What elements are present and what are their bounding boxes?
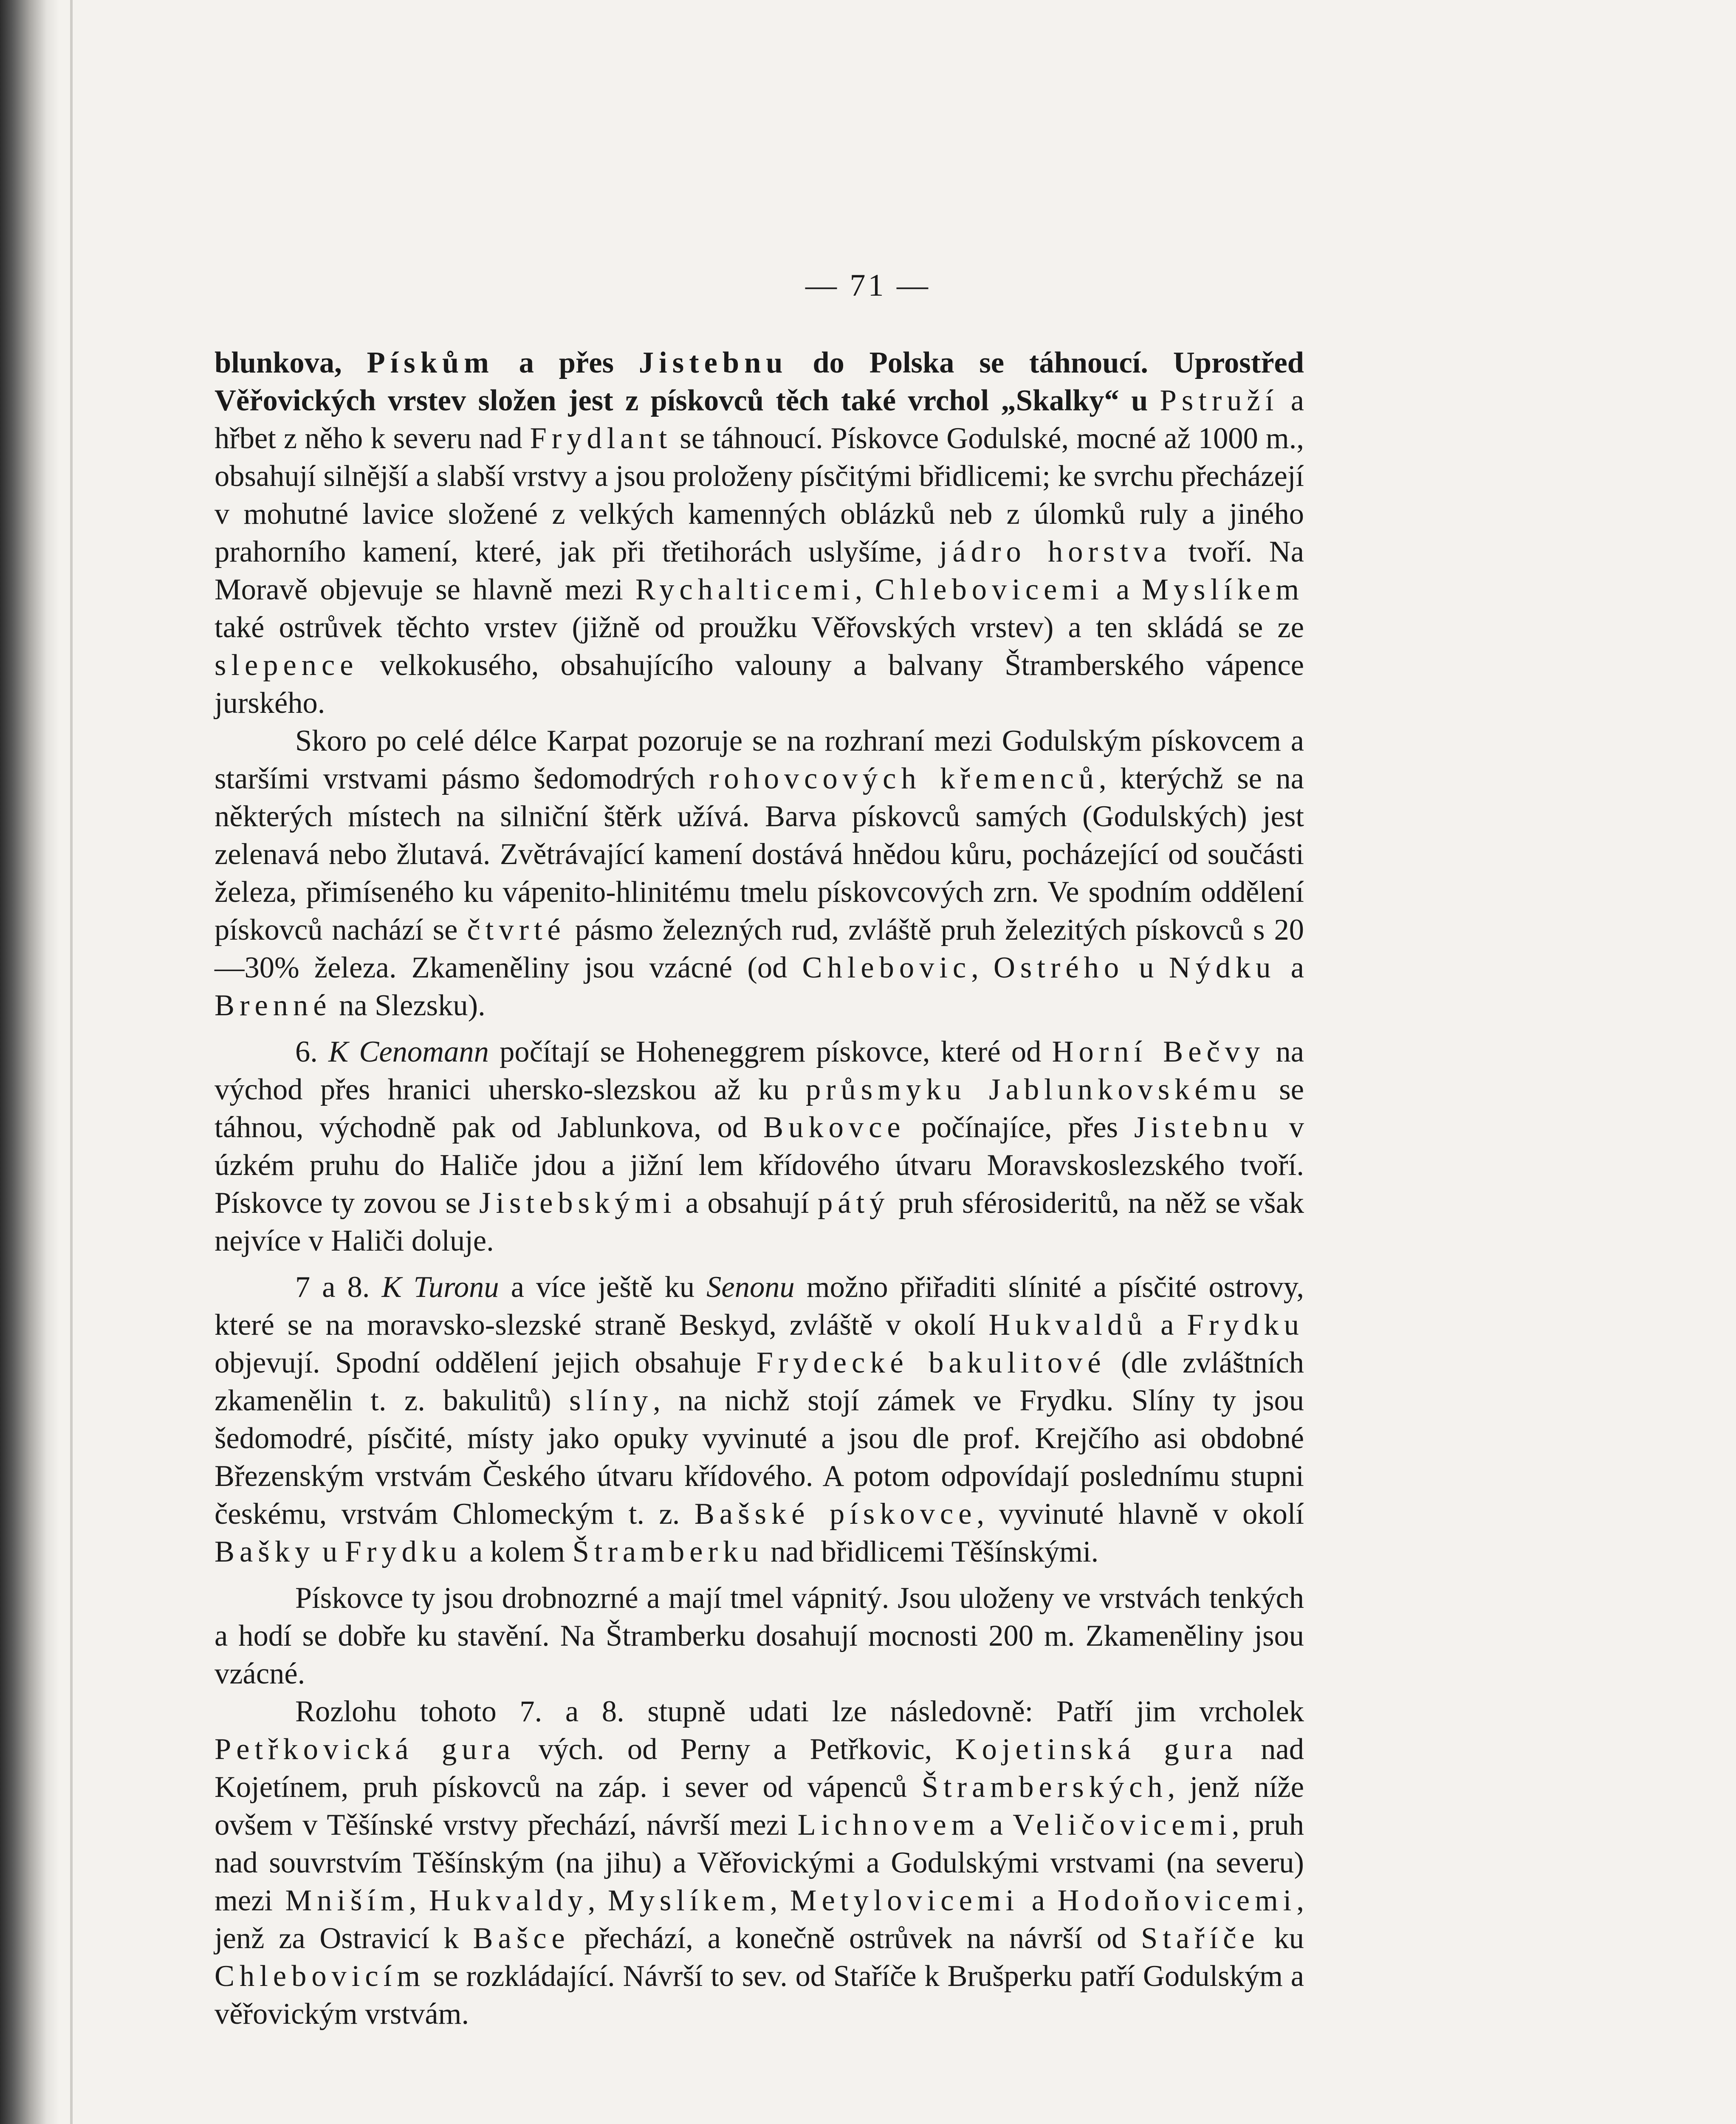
text-run: vých. od Perny a Petřkovic, <box>515 1733 955 1766</box>
text-run: Nýdku <box>1169 951 1276 984</box>
text-run: Chlebovicím <box>215 1960 426 1993</box>
text-run: a <box>979 1808 1013 1842</box>
text-run: velkokusého, obsahujícího valouny a balvany Štramberského vápence jurského. <box>215 649 1304 720</box>
text-run: a hřbet z něho k severu nad <box>215 384 1304 455</box>
text-run: Frydku <box>1187 1308 1304 1342</box>
text-run: Kojetinská gura <box>955 1733 1238 1766</box>
text-run: Pstruží <box>1160 384 1279 417</box>
text-run: Hukvaldů <box>988 1308 1148 1342</box>
scan-edge-shadow <box>0 0 59 2124</box>
paragraph-1 <box>215 344 1304 722</box>
text-run: Bašky <box>215 1535 315 1568</box>
page-number: — 71 — <box>805 268 931 303</box>
text-run: pásmo železných rud, zvláště pruh železitých pískovců s 20—30% železa. Zkameněliny jsou vzácné (od <box>215 913 1304 984</box>
text-run: Jistebnu <box>638 346 788 379</box>
text-run: Staříče <box>1141 1922 1260 1955</box>
text-run: u <box>1124 951 1169 984</box>
text-run: se táhnou, východně pak od Jablunkova, od <box>215 1073 1304 1144</box>
text-run: a <box>1019 1884 1058 1917</box>
scan-edge-line <box>70 0 73 2124</box>
text-run: 7 a 8. <box>295 1271 382 1304</box>
text-run: , jenž níže ovšem v Těšínské vrstvy přechází, návrší mezi <box>215 1771 1304 1842</box>
text-run: čtvrté <box>467 913 566 946</box>
paragraph-2 <box>215 722 1304 1025</box>
text-run: a více ještě ku <box>499 1271 707 1304</box>
text-run: přechází, a konečně ostrůvek na návrší od <box>570 1922 1141 1955</box>
text-run: slepence <box>215 649 358 682</box>
text-run: K Turonu <box>381 1271 499 1304</box>
text-run: (dle zvláštních zkamenělin t. z. bakulitů) <box>215 1346 1304 1417</box>
text-run: na Slezsku). <box>331 989 486 1022</box>
text-run: , <box>770 1884 790 1917</box>
paragraph-6 <box>215 1693 1304 2033</box>
text-run: a <box>1147 1308 1187 1342</box>
text-run: , <box>971 951 994 984</box>
text-run: Ostrého <box>994 951 1124 984</box>
paragraph-5 <box>215 1579 1304 1693</box>
text-run: Rozlohu tohoto 7. a 8. stupně udati lze následovně: Patří jim vrcholek <box>295 1695 1304 1728</box>
text-run: nad Kojetínem, pruh pískovců na záp. i sever od vápenců <box>215 1733 1304 1804</box>
text-run: Metylovicemi <box>790 1884 1019 1917</box>
text-run: jádro horstva <box>939 535 1172 568</box>
text-run: , pruh nad souvrstvím Těšínským (na jihu) a Věřovickými a Godulskými vrstvami (na severu) mezi <box>215 1808 1304 1917</box>
text-run: Chlebovic <box>802 951 971 984</box>
text-run: , <box>409 1884 429 1917</box>
text-run: Frydlant <box>530 422 672 455</box>
text-run: do Polska se táhnoucí. Uprostřed Věřovických vrstev složen jest z pískovců těch také vrchol „Skalky“ u <box>215 346 1304 417</box>
text-run: Mniším <box>285 1884 409 1917</box>
text-run: Brenné <box>215 989 332 1022</box>
text-run: pátý <box>818 1186 890 1220</box>
text-run: Bukovce <box>763 1111 906 1144</box>
text-run: pruh sférosideritů, na něž se však nejvíce v Haliči doluje. <box>215 1186 1304 1257</box>
text-run: , na nichž stojí zámek ve Frydku. Slíny ty jsou šedomodré, písčité, místy jako opuky vyvinuté a jsou dle prof. Krejčího asi obdobné Březenským vrstvám Českého útvaru křídového. A potom odpovídají poslednímu stupni českému, vrstvám Chlomeckým t. z. <box>215 1384 1304 1531</box>
paragraph-4 <box>215 1268 1304 1571</box>
text-run: Veličovicemi <box>1013 1808 1232 1842</box>
text-run: Pískovce ty jsou drobnozrné a mají tmel vápnitý. Jsou uloženy ve vrstvách tenkých a hodí se dobře ku stavění. Na Štramberku dosahují mocnosti 200 m. Zkameněliny jsou vzácné. <box>215 1582 1304 1690</box>
paragraph-3 <box>215 1033 1304 1260</box>
text-run: Myslíkem <box>607 1884 770 1917</box>
text-run: , vyvinuté hlavně v okolí <box>977 1497 1304 1531</box>
text-run: Jistebskými <box>479 1186 677 1220</box>
text-run: a obsahují <box>676 1186 818 1220</box>
text-run: se táhnoucí. Pískovce Godulské, mocné až 1000 m., obsahují silnější a slabší vrstvy a jsou proloženy písčitými břidlicemi; ke svrchu přecházejí v mohutné lavice složené z velkých kamenných oblázků neb z úlomků ruly a jiného prahorního kamení, které, jak při třetihorách uslyšíme, <box>215 422 1304 568</box>
text-run: Myslíkem <box>1142 573 1304 606</box>
text-run: slíny <box>569 1384 653 1417</box>
text-run: možno přiřaditi slínité a písčité ostrovy, které se na moravsko-slezské straně Beskyd, zvláště v okolí <box>215 1271 1304 1342</box>
text-run: Chlebovicemi <box>875 573 1104 606</box>
text-run: Lichnovem <box>797 1808 980 1842</box>
text-run: Horní Bečvy <box>1052 1035 1265 1068</box>
text-run: Štramberských <box>921 1771 1168 1804</box>
text-run: a kolem <box>462 1535 573 1568</box>
text-run: Pískům <box>367 346 494 379</box>
text-run: , <box>587 1884 608 1917</box>
text-run: tvoří. Na Moravě objevuje se hlavně mezi <box>215 535 1304 606</box>
text-run: Bašce <box>473 1922 570 1955</box>
text-run: Skoro po celé délce Karpat pozoruje se na rozhraní mezi Godulským pískovcem a staršími vrstvami pásmo šedomodrých <box>215 724 1304 795</box>
text-run: Rychalticemi <box>635 573 855 606</box>
text-run: se rozkládající. Návrší to sev. od Staříče k Brušperku patří Godulským a věřovickým vrstvám. <box>215 1960 1304 2031</box>
text-run: Frydecké bakulitové <box>756 1346 1106 1379</box>
text-run: v úzkém pruhu do Haliče jdou a jižní lem křídového útvaru Moravskoslezského tvoří. Pískovce ty zovou se <box>215 1111 1304 1220</box>
text-run: 6. <box>295 1035 329 1068</box>
text-run: počítají se Hoheneggrem pískovce, které od <box>488 1035 1052 1068</box>
body-text <box>215 344 1304 2033</box>
text-run: K Cenomann <box>328 1035 489 1068</box>
text-run: Hukvaldy <box>429 1884 588 1917</box>
text-run: rohovcových křemenců <box>709 762 1099 795</box>
text-run: a přes <box>494 346 639 379</box>
text-run: a <box>1104 573 1142 606</box>
text-run: na východ přes hranici uhersko-slezskou až ku <box>215 1035 1304 1106</box>
text-run: Jistebnu <box>1134 1111 1273 1144</box>
text-run: Petřkovická gura <box>215 1733 516 1766</box>
text-run: Hodoňovicemi <box>1057 1884 1297 1917</box>
text-run: , <box>855 573 875 606</box>
text-run: Frydku <box>344 1535 462 1568</box>
text-run: , kterýchž se na některých místech na silniční štěrk užívá. Barva pískovců samých (Godulských) jest zelenavá nebo žlutavá. Zvětrávající kamení dostává hnědou kůru, pocházející od součásti železa, přimíseného ku vápenito-hlinitému tmelu pískovcových zrn. Ve spodním oddělení pískovců nachází se <box>215 762 1304 946</box>
text-run: ku <box>1259 1922 1304 1955</box>
text-run: , jenž za Ostravicí k <box>215 1884 1304 1955</box>
text-run: průsmyku Jablunkovskému <box>805 1073 1262 1106</box>
text-run: a <box>1276 951 1304 984</box>
text-run: počínajíce, přes <box>905 1111 1134 1144</box>
text-run: nad břidlicemi Těšínskými. <box>763 1535 1099 1568</box>
text-run: Štramberku <box>572 1535 763 1568</box>
text-run: blunkova, <box>215 346 367 379</box>
text-run: také ostrůvek těchto vrstev (jižně od proužku Věřovských vrstev) a ten skládá se ze <box>215 611 1304 644</box>
text-run: objevují. Spodní oddělení jejich obsahuje <box>215 1346 757 1379</box>
text-run: Senonu <box>706 1271 795 1304</box>
text-run: u <box>315 1535 345 1568</box>
text-run: Bašské pískovce <box>694 1497 977 1531</box>
